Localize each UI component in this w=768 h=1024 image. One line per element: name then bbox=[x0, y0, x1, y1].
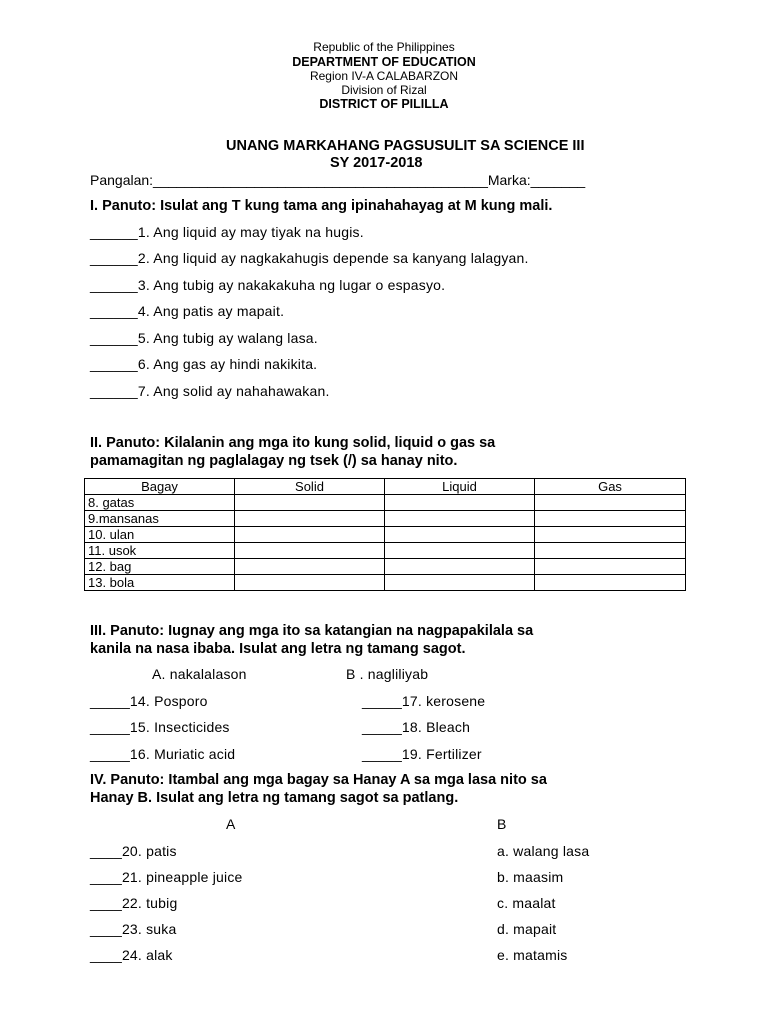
part3-left-item: _____16. Muriatic acid bbox=[90, 746, 236, 762]
table-cell-solid[interactable] bbox=[235, 575, 385, 591]
exam-title: UNANG MARKAHANG PAGSUSULIT SA SCIENCE III bbox=[226, 138, 585, 154]
table-cell-solid[interactable] bbox=[235, 559, 385, 575]
column-b-header: B bbox=[497, 816, 507, 832]
part4-instruction-line2: Hanay B. Isulat ang letra ng tamang sagot sa patlang. bbox=[90, 790, 459, 806]
col-header-liquid: Liquid bbox=[385, 479, 535, 495]
table-cell-liquid[interactable] bbox=[385, 527, 535, 543]
part3-left-item: _____15. Insecticides bbox=[90, 719, 230, 735]
table-cell-gas[interactable] bbox=[535, 527, 686, 543]
table-cell-liquid[interactable] bbox=[385, 495, 535, 511]
part2-instruction-line2: pamamagitan ng paglalagay ng tsek (/) sa hanay nito. bbox=[90, 453, 458, 469]
part1-item: ______7. Ang solid ay nahahawakan. bbox=[90, 383, 330, 399]
col-header-gas: Gas bbox=[535, 479, 686, 495]
part3-right-item: _____18. Bleach bbox=[362, 719, 471, 735]
table-cell-gas[interactable] bbox=[535, 495, 686, 511]
part1-item: ______2. Ang liquid ay nagkakahugis depende sa kanyang lalagyan. bbox=[90, 250, 529, 266]
table-cell-gas[interactable] bbox=[535, 559, 686, 575]
column-a-item: ____23. suka bbox=[90, 921, 177, 937]
column-b-item: e. matamis bbox=[497, 947, 568, 963]
table-row bbox=[85, 559, 686, 575]
column-a-item: ____24. alak bbox=[90, 947, 173, 963]
column-b-item: a. walang lasa bbox=[497, 843, 590, 859]
part1-item: ______3. Ang tubig ay nakakakuha ng lugar o espasyo. bbox=[90, 277, 446, 293]
part1-item: ______5. Ang tubig ay walang lasa. bbox=[90, 330, 318, 346]
table-cell-item: 10. ulan bbox=[85, 527, 235, 543]
choice-b: B . nagliliyab bbox=[346, 666, 429, 682]
part4-instruction-line1: IV. Panuto: Itambal ang mga bagay sa Hanay A sa mga lasa nito sa bbox=[90, 772, 547, 788]
column-a-item: ____21. pineapple juice bbox=[90, 869, 243, 885]
table-row bbox=[85, 527, 686, 543]
table-row bbox=[85, 511, 686, 527]
header-region: Region IV-A CALABARZON bbox=[309, 69, 459, 83]
col-header-bagay: Bagay bbox=[85, 479, 235, 495]
part3-right-item: _____17. kerosene bbox=[362, 693, 486, 709]
column-a-item: ____20. patis bbox=[90, 843, 177, 859]
part1-item: ______6. Ang gas ay hindi nakikita. bbox=[90, 356, 318, 372]
table-cell-liquid[interactable] bbox=[385, 559, 535, 575]
table-cell-liquid[interactable] bbox=[385, 575, 535, 591]
part3-instruction-line1: III. Panuto: Iugnay ang mga ito sa katangian na nagpapakilala sa bbox=[90, 623, 534, 639]
table-cell-solid[interactable] bbox=[235, 511, 385, 527]
table-cell-solid[interactable] bbox=[235, 543, 385, 559]
header-division: Division of Rizal bbox=[341, 83, 427, 97]
table-cell-item: 12. bag bbox=[85, 559, 235, 575]
table-cell-liquid[interactable] bbox=[385, 543, 535, 559]
header-republic: Republic of the Philippines bbox=[313, 40, 455, 54]
col-header-solid: Solid bbox=[235, 479, 385, 495]
column-a-item: ____22. tubig bbox=[90, 895, 178, 911]
part3-left-item: _____14. Posporo bbox=[90, 693, 208, 709]
table-cell-gas[interactable] bbox=[535, 575, 686, 591]
name-score-line: Pangalan:___________________________________________Marka:_______ bbox=[90, 172, 586, 188]
table-row bbox=[85, 575, 686, 591]
table-cell-liquid[interactable] bbox=[385, 511, 535, 527]
column-b-item: d. mapait bbox=[497, 921, 557, 937]
part3-instruction-line2: kanila na nasa ibaba. Isulat ang letra ng tamang sagot. bbox=[90, 641, 466, 657]
part3-right-item: _____19. Fertilizer bbox=[362, 746, 482, 762]
table-row bbox=[85, 495, 686, 511]
part1-item: ______4. Ang patis ay mapait. bbox=[90, 303, 285, 319]
table-header-row bbox=[85, 479, 686, 495]
column-b-item: c. maalat bbox=[497, 895, 556, 911]
school-year: SY 2017-2018 bbox=[330, 155, 423, 171]
column-b-item: b. maasim bbox=[497, 869, 564, 885]
table-cell-item: 13. bola bbox=[85, 575, 235, 591]
part1-item: ______1. Ang liquid ay may tiyak na hugis. bbox=[90, 224, 364, 240]
part1-instruction: I. Panuto: Isulat ang T kung tama ang ipinahahayag at M kung mali. bbox=[90, 198, 553, 214]
classification-table bbox=[84, 478, 686, 591]
table-cell-item: 8. gatas bbox=[85, 495, 235, 511]
header-department: DEPARTMENT OF EDUCATION bbox=[292, 55, 476, 69]
table-cell-item: 9.mansanas bbox=[85, 511, 235, 527]
table-cell-gas[interactable] bbox=[535, 511, 686, 527]
choice-a: A. nakalalason bbox=[152, 666, 247, 682]
table-cell-item: 11. usok bbox=[85, 543, 235, 559]
table-row bbox=[85, 543, 686, 559]
header-district: DISTRICT OF PILILLA bbox=[319, 97, 449, 111]
column-a-header: A bbox=[226, 816, 236, 832]
table-cell-solid[interactable] bbox=[235, 495, 385, 511]
table-cell-solid[interactable] bbox=[235, 527, 385, 543]
table-cell-gas[interactable] bbox=[535, 543, 686, 559]
part2-instruction-line1: II. Panuto: Kilalanin ang mga ito kung solid, liquid o gas sa bbox=[90, 435, 496, 451]
